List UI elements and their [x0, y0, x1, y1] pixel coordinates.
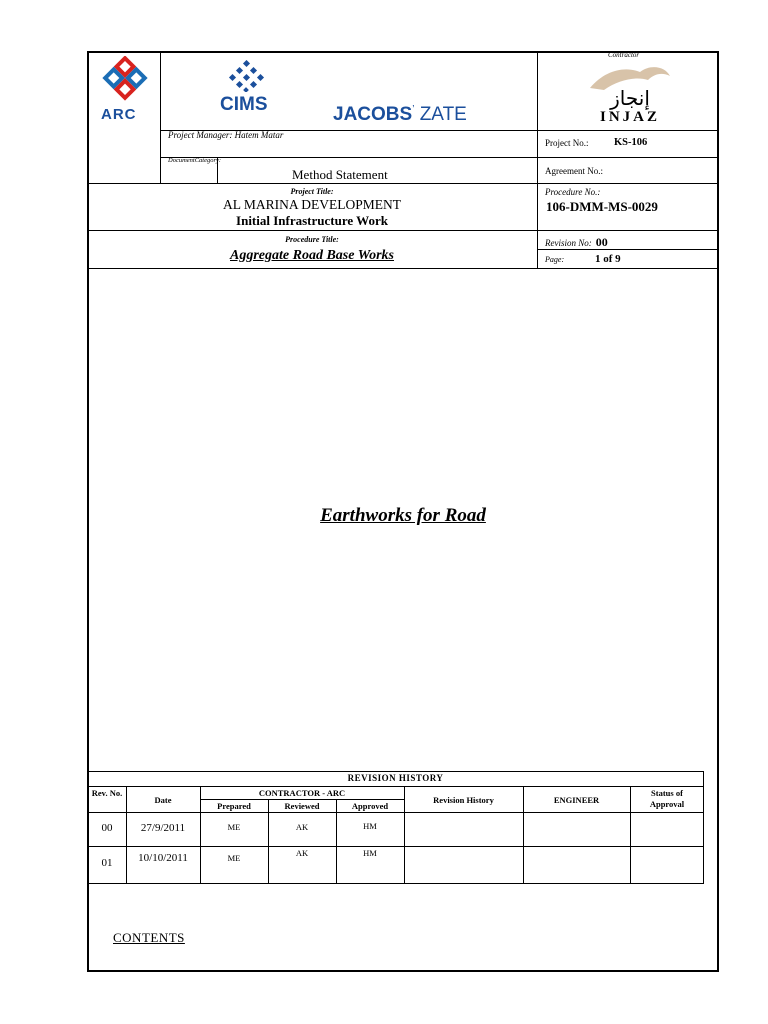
cims-logo-icon	[222, 60, 272, 92]
zate-logo-text: ZATE	[419, 104, 467, 125]
row-approved: HM	[363, 848, 377, 858]
col-header-status: Status of Approval	[649, 788, 685, 809]
header-divider	[537, 52, 538, 268]
row-date: 27/9/2011	[140, 822, 186, 834]
jacobs-logo-text: JACOBS	[333, 104, 413, 125]
contents-heading: CONTENTS	[113, 930, 185, 945]
main-title: Earthworks for Road	[320, 505, 486, 526]
table-line	[630, 786, 631, 884]
table-line	[336, 799, 337, 884]
project-title-line2: Initial Infrastructure Work	[236, 213, 388, 228]
page-label: Page:	[545, 255, 565, 264]
revision-history-title: REVISION HISTORY	[347, 773, 444, 783]
header-divider	[160, 157, 719, 158]
col-header-reviewed: Reviewed	[284, 801, 320, 811]
project-title-line1: AL MARINA DEVELOPMENT	[223, 197, 401, 212]
row-reviewed: AK	[295, 822, 309, 832]
col-header-approved: Approved	[351, 801, 389, 811]
procedure-no-label: Procedure No.:	[545, 187, 601, 197]
cims-logo	[210, 60, 280, 120]
row-date: 10/10/2011	[138, 852, 188, 864]
revision-no-label: Revision No:	[545, 238, 592, 248]
header-divider	[160, 52, 161, 183]
project-no-label: Project No.:	[545, 138, 589, 148]
project-no-value: KS-106	[614, 137, 648, 148]
procedure-title-value: Aggregate Road Base Works	[230, 248, 394, 263]
header-divider	[87, 268, 719, 269]
table-line	[268, 799, 269, 884]
procedure-title-label: Procedure Title:	[285, 235, 339, 244]
arc-logo-icon	[93, 56, 157, 106]
table-line	[200, 799, 404, 800]
contractor-label: Contractor	[608, 51, 640, 59]
row-rev: 01	[101, 857, 113, 869]
header-divider	[87, 230, 719, 231]
col-header-engineer: ENGINEER	[553, 795, 600, 805]
revision-no-value: 00	[595, 235, 608, 249]
document-category-label: DocumentCategory:	[168, 157, 222, 164]
row-prepared: ME	[227, 822, 241, 832]
document-category-value: Method Statement	[292, 167, 388, 182]
revision-no	[545, 233, 608, 251]
jacobs-zate-logo: JACOBS’ ZATE	[333, 104, 467, 125]
cims-logo-text: CIMS	[220, 94, 268, 115]
header-divider	[537, 130, 719, 131]
row-approved: HM	[363, 821, 377, 831]
project-manager: Project Manager: Hatem Matar	[168, 130, 284, 140]
table-line	[87, 786, 704, 787]
col-header-revision-history: Revision History	[433, 795, 494, 805]
row-rev: 00	[101, 822, 113, 834]
page-value: 1 of 9	[595, 253, 621, 265]
injaz-logo	[570, 62, 690, 128]
procedure-no-value: 106-DMM-MS-0029	[546, 199, 658, 214]
project-title-label: Project Title:	[290, 187, 334, 196]
col-header-date: Date	[154, 795, 172, 805]
col-header-prepared: Prepared	[217, 801, 251, 811]
agreement-no-label: Agreement No.:	[545, 166, 603, 176]
arc-logo	[93, 56, 157, 126]
row-prepared: ME	[227, 853, 241, 863]
table-line	[87, 812, 704, 813]
col-header-rev: Rev. No.	[91, 788, 123, 798]
header-divider	[87, 183, 719, 184]
injaz-arabic-text: إنجاز	[610, 86, 650, 110]
col-header-contractor: CONTRACTOR - ARC	[258, 788, 346, 798]
table-line	[87, 846, 704, 847]
arc-logo-text: ARC	[101, 106, 137, 123]
injaz-logo-text: INJAZ	[599, 109, 660, 125]
row-reviewed: AK	[295, 848, 309, 858]
